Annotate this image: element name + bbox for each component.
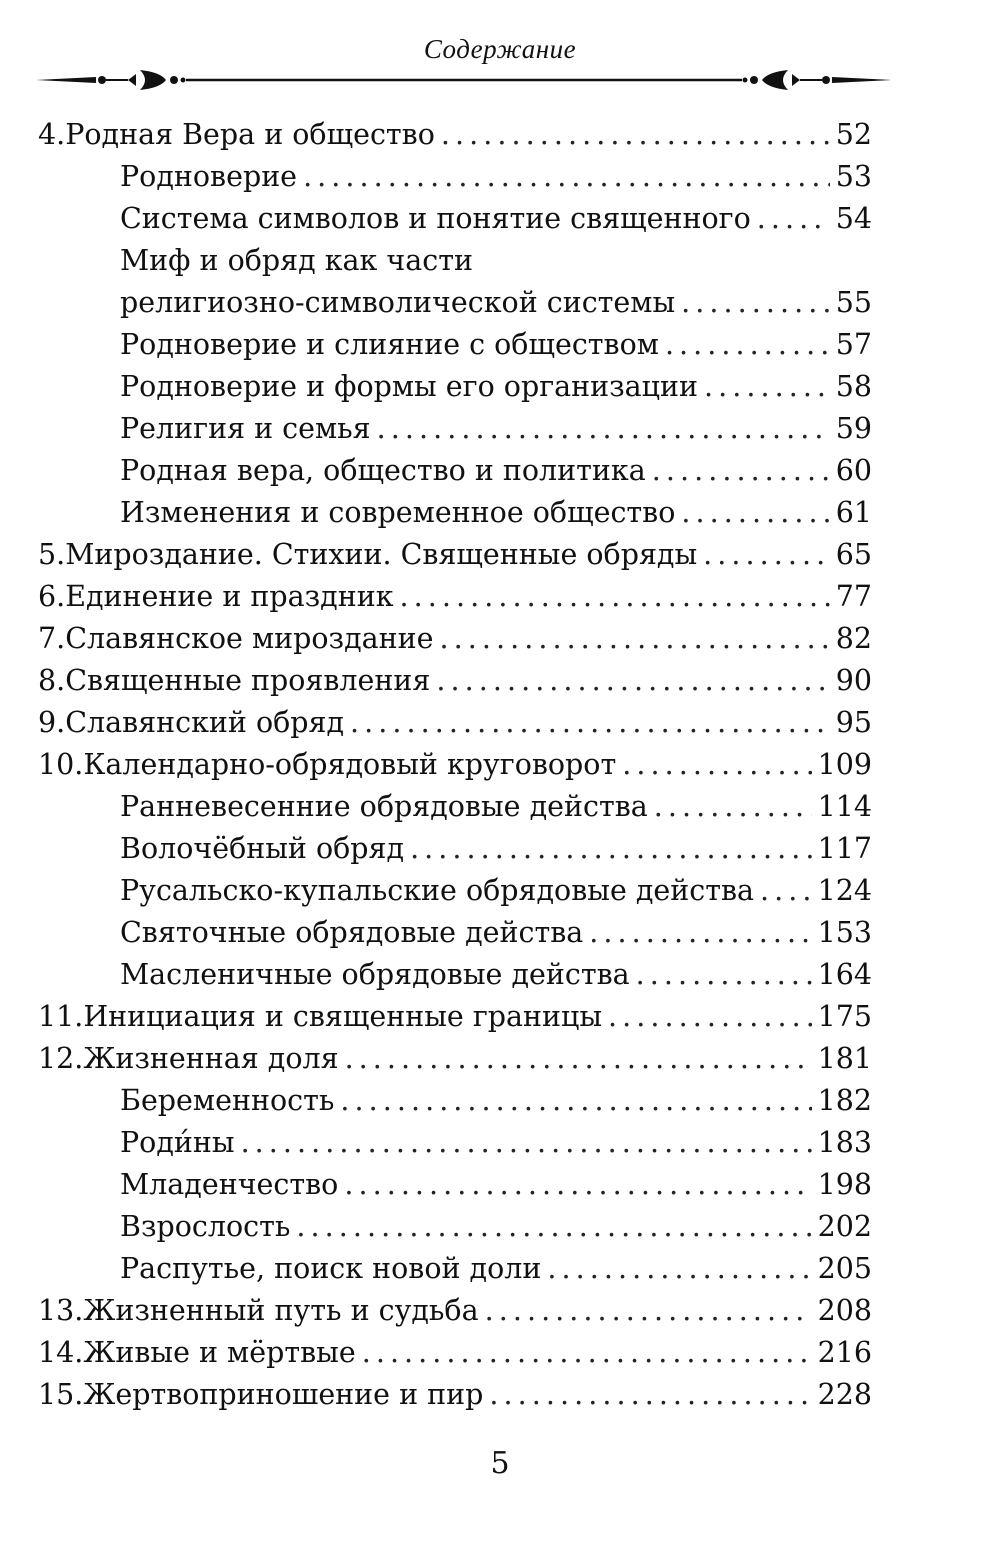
toc-page-number: 58 [835, 370, 872, 403]
toc-section-row [120, 954, 872, 996]
toc-entry-label: Родная вера, общество и политика [120, 454, 646, 487]
toc-dot-leader [362, 1332, 812, 1374]
toc-dot-leader [440, 618, 830, 660]
toc-section-row [120, 366, 872, 408]
toc-page-number: 183 [817, 1126, 872, 1159]
toc-chapter-row [38, 114, 872, 156]
toc-chapter-number: 8. [38, 664, 66, 697]
toc-section-row [120, 1248, 872, 1290]
toc-page-number: 53 [835, 160, 872, 193]
toc-entry-label: Жертвоприношение и пир [83, 1378, 484, 1411]
toc-dot-leader [377, 408, 830, 450]
toc-dot-leader [704, 366, 830, 408]
toc-entry-label: Взрослость [120, 1210, 291, 1243]
toc-entry-label: Славянский обряд [65, 706, 345, 739]
toc-section-row [120, 828, 872, 870]
toc-page-number: 114 [817, 790, 872, 823]
toc-dot-leader [547, 1248, 811, 1290]
toc-dot-leader [681, 282, 830, 324]
toc-section-row [120, 450, 872, 492]
toc-dot-leader [344, 1164, 811, 1206]
toc-dot-leader [589, 912, 811, 954]
toc-dot-leader [608, 996, 812, 1038]
toc-page-number: 202 [817, 1210, 872, 1243]
toc-dot-leader [665, 324, 830, 366]
toc-entry-label: Календарно-обрядовый круговорот [83, 748, 617, 781]
toc-page-number: 65 [835, 538, 872, 571]
toc-page-number: 82 [835, 622, 872, 655]
toc-dot-leader [350, 702, 830, 744]
toc-page-number: 109 [817, 748, 872, 781]
toc-chapter-row [38, 702, 872, 744]
toc-chapter-number: 7. [38, 622, 66, 655]
toc-page-number: 182 [817, 1084, 872, 1117]
toc-dot-leader [622, 744, 811, 786]
toc-page-number: 54 [835, 202, 872, 235]
toc-entry-label: Изменения и современное общество [120, 496, 676, 529]
toc-entry-label: Жизненный путь и судьба [83, 1294, 479, 1327]
toc-page-number: 208 [817, 1294, 872, 1327]
toc-dot-leader [296, 1206, 811, 1248]
toc-dot-leader [636, 954, 812, 996]
toc-page-number: 124 [817, 874, 872, 907]
toc-chapter-row [38, 1038, 872, 1080]
toc-chapter-number: 4. [38, 118, 66, 151]
toc-section-row [120, 1206, 872, 1248]
toc-entry-label: Младенчество [120, 1168, 339, 1201]
page-header-title: Содержание [423, 34, 577, 64]
toc-entry-label: Беременность [120, 1084, 335, 1117]
toc-section-row [120, 912, 872, 954]
toc-dot-leader [485, 1290, 812, 1332]
toc-page-number: 60 [835, 454, 872, 487]
toc-page-number: 90 [835, 664, 872, 697]
toc-chapter-row [38, 576, 872, 618]
toc-dot-leader [410, 828, 812, 870]
toc-page-number: 59 [835, 412, 872, 445]
toc-page-number: 198 [817, 1168, 872, 1201]
toc-chapter-row [38, 744, 872, 786]
toc-entry-label: Жизненная доля [83, 1042, 339, 1075]
toc-entry-label: Распутье, поиск новой доли [120, 1252, 542, 1285]
toc-entry-label: Ранневесенние обрядовые действа [120, 790, 648, 823]
page-number: 5 [490, 1446, 510, 1481]
toc-dot-leader [303, 156, 830, 198]
toc-entry-label: религиозно-символической системы [120, 286, 676, 319]
toc-section-row [120, 1080, 872, 1122]
toc-entry-label: Система символов и понятие священного [120, 202, 751, 235]
toc-entry-label: Родноверие [120, 160, 298, 193]
toc-chapter-number: 13. [38, 1294, 84, 1327]
toc-entry-label: Волочёбный обряд [120, 832, 405, 865]
toc-dot-leader [436, 660, 829, 702]
toc-section-row [120, 1164, 872, 1206]
toc-dot-leader [681, 492, 829, 534]
toc-section-row [120, 240, 872, 282]
toc-page-number: 95 [835, 706, 872, 739]
toc-page-number: 52 [835, 118, 872, 151]
toc-page-number: 205 [817, 1252, 872, 1285]
toc-chapter-number: 12. [38, 1042, 84, 1075]
toc-page-number: 77 [835, 580, 872, 613]
toc-entry-label: Единение и праздник [65, 580, 394, 613]
toc-entry-label: Святочные обрядовые действа [120, 916, 584, 949]
toc-chapter-row [38, 618, 872, 660]
toc-page-number: 164 [817, 958, 872, 991]
toc-page-number: 216 [817, 1336, 872, 1369]
toc-chapter-number: 14. [38, 1336, 84, 1369]
toc-entry-label: Славянское мироздание [65, 622, 434, 655]
toc-chapter-row [38, 996, 872, 1038]
toc-entry-label: Мироздание. Стихии. Священные обряды [65, 538, 698, 571]
toc-section-row [120, 324, 872, 366]
toc-chapter-number: 5. [38, 538, 66, 571]
toc-section-row [120, 492, 872, 534]
toc-chapter-number: 6. [38, 580, 66, 613]
toc-page-number: 117 [817, 832, 872, 865]
toc-entry-label: Живые и мёртвые [83, 1336, 356, 1369]
toc-chapter-number: 9. [38, 706, 66, 739]
toc-section-row [120, 1122, 872, 1164]
toc-page-number: 153 [817, 916, 872, 949]
toc-entry-label: Религия и семья [120, 412, 371, 445]
toc-chapter-number: 10. [38, 748, 84, 781]
toc-chapter-row [38, 660, 872, 702]
toc-dot-leader [340, 1080, 811, 1122]
toc-section-row [120, 408, 872, 450]
toc-dot-leader [441, 114, 830, 156]
toc-chapter-row [38, 1374, 872, 1416]
toc-entry-label: Миф и обряд как части [120, 244, 473, 277]
toc-dot-leader [241, 1122, 812, 1164]
toc-chapter-number: 15. [38, 1378, 84, 1411]
toc-dot-leader [703, 534, 830, 576]
toc-section-row [120, 198, 872, 240]
toc-section-row [120, 282, 872, 324]
decorative-divider-ornament [36, 62, 892, 98]
toc-chapter-row [38, 1332, 872, 1374]
toc-entry-label: Священные проявления [65, 664, 431, 697]
toc-dot-leader [654, 786, 812, 828]
toc-dot-leader [345, 1038, 812, 1080]
toc-entry-label: Родноверие и формы его организации [120, 370, 698, 403]
toc-entry-label: Русальско-купальские обрядовые действа [120, 874, 755, 907]
toc-entry-label: Инициация и священные границы [83, 1000, 603, 1033]
toc-entry-label: Родная Вера и общество [65, 118, 435, 151]
toc-dot-leader [760, 870, 812, 912]
toc-page-number: 228 [817, 1378, 872, 1411]
toc-dot-leader [489, 1374, 811, 1416]
toc-chapter-number: 11. [38, 1000, 84, 1033]
toc-section-row [120, 156, 872, 198]
toc-page-number: 57 [835, 328, 872, 361]
toc-section-row [120, 870, 872, 912]
toc-dot-leader [757, 198, 830, 240]
toc-chapter-row [38, 534, 872, 576]
toc-page-number: 181 [817, 1042, 872, 1075]
toc-chapter-row [38, 1290, 872, 1332]
toc-entry-label: Родноверие и слияние с обществом [120, 328, 659, 361]
toc-entry-label: Масленичные обрядовые действа [120, 958, 630, 991]
toc-section-row [120, 786, 872, 828]
toc-page-number: 55 [835, 286, 872, 319]
toc-dot-leader [652, 450, 830, 492]
toc-entry-label: Роди́ны [120, 1126, 235, 1159]
toc-page-number: 61 [835, 496, 872, 529]
toc-page-number: 175 [817, 1000, 872, 1033]
toc-dot-leader [400, 576, 830, 618]
